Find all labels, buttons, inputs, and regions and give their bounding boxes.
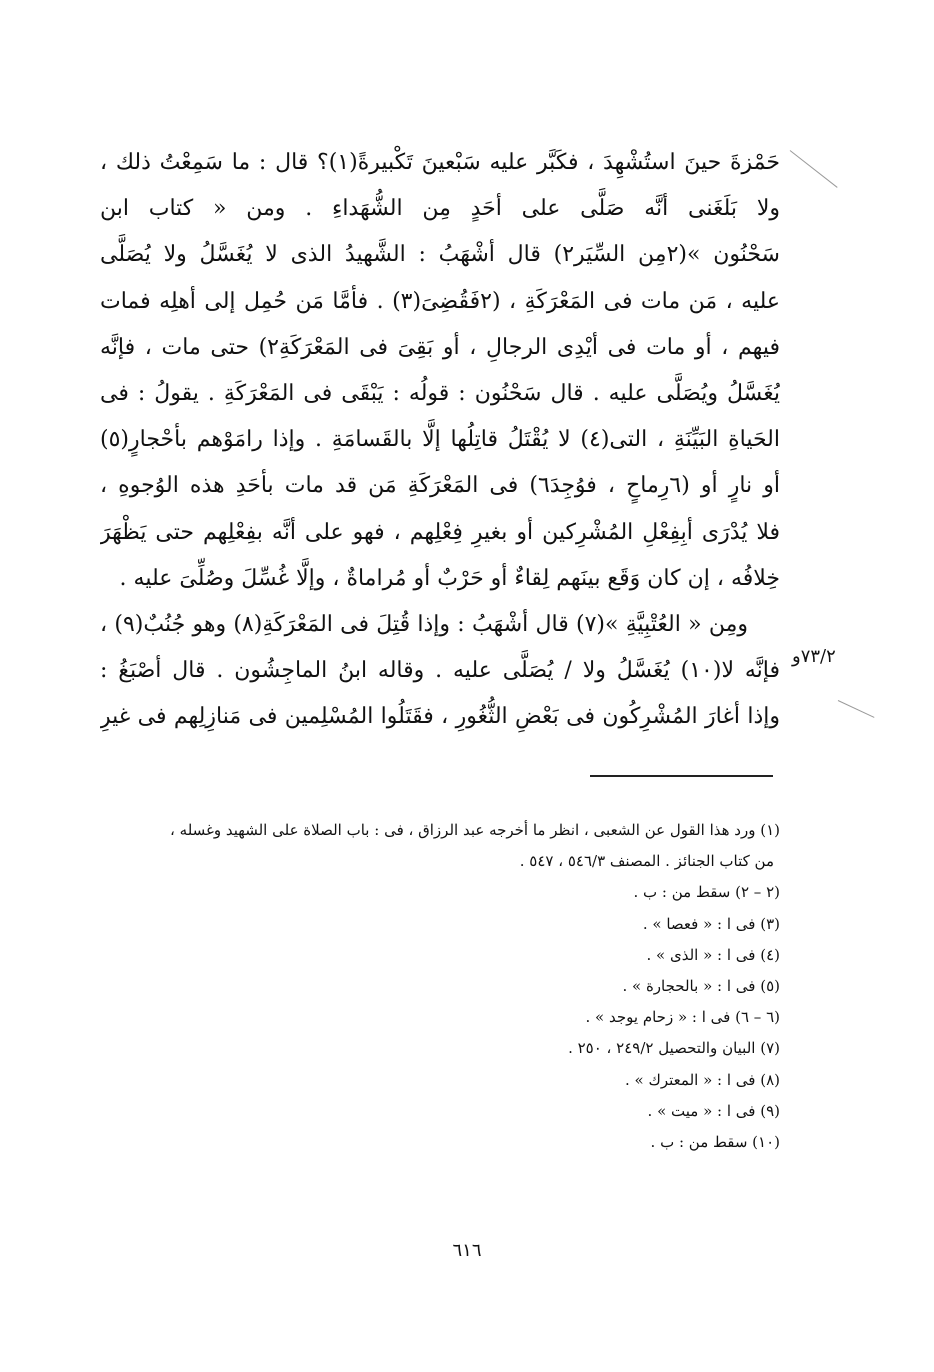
footnote-line: (١) ورد هذا القول عن الشعبى ، انظر ما أخرجه عبد الرزاق ، فى : باب الصلاة على الشهيد وغسله ،: [170, 821, 780, 839]
text-line: أو نارٍ أو (٦رِماحٍ ، فوُجِدَ٦) فى المَعْرَكَةِ مَن قد مات بأحَدِ هذه الوُجوهِ ،: [100, 473, 780, 499]
footnote-line: (٨) فى ا : « المعترك » .: [625, 1070, 780, 1089]
text-line: فيهم ، أو مات فى أيْدِى الرجالِ ، أو بَقِىَ فى المَعْرَكَةِ٢) حتى مات ، فإنَّه: [100, 334, 780, 360]
footnote-line: (٦ – ٦) فى ا : « زحام يوجد » .: [585, 1008, 780, 1027]
text-line: وإذا أغارَ المُشْرِكُون فى بَعْضِ الثُّغُورِ ، فقَتَلُوا المُسْلِمين فى مَنازِلِهم فى غيرِ: [100, 704, 780, 730]
main-text: [100, 140, 780, 740]
footnote-line: من كتاب الجنائز . المصنف ٥٤٦/٣ ، ٥٤٧ .: [519, 852, 774, 871]
text-line: حَمْزةَ حينَ استُشْهِدَ ، فكَبَّر عليه سَبْعينَ تَكْبيرةً(١)؟ قال : ما سَمِعْتُ ذلك ،: [100, 150, 780, 175]
text-line: ولا بَلَغَنى أنَّه صَلَّى على أحَدٍ مِن الشُّهَداءِ . ومن « كتاب ابن: [100, 196, 780, 222]
scan-artifact-line: [838, 700, 875, 718]
text-line: ومِن « العُتْبِيَّةِ »(٧) قال أشْهَبُ : وإذا قُتِلَ فى المَعْرَكَةِ(٨) وهو جُنُبٌ(٩) ،: [100, 611, 748, 637]
manuscript-folio-reference: ٧٣/٢و: [792, 646, 836, 667]
footnotes: [100, 815, 780, 1158]
text-line: خِلافُه ، إن كان وَقَع بينَهم لِقاءٌ أو حَرْبٌ أو مُراماةٌ ، وإلَّا غُسِّلَ وصُلِّىَ عليه .: [119, 565, 780, 591]
text-line: الحَياةِ البَيِّنَةِ ، التى(٤) لا يُقْتَلُ قاتِلُها إلَّا بالقَسامَةِ . وإذا رامَوْهم بأحْجارٍ(٥): [100, 427, 780, 453]
text-line: يُغَسَّلُ ويُصَلَّى عليه . قال سَحْنُون : قولُه : يَبْقَى فى المَعْرَكَةِ . يقولُ : فى: [100, 380, 780, 406]
footnote-line: (٧) البيان والتحصيل ٢٤٩/٢ ، ٢٥٠ .: [568, 1039, 780, 1058]
text-line: عليه ، مَن مات فى المَعْرَكَةِ ، (٢فَقُضِىَ(٣) . فأمَّا مَن حُمِل إلى أهلِه فمات: [100, 288, 780, 314]
footnote-line: (٩) فى ا : « ميت » .: [647, 1101, 780, 1120]
footnote-line: (٣) فى ا : « فعصا » .: [642, 914, 780, 933]
footnote-line: (٢ – ٢) سقط من : ب .: [633, 883, 780, 902]
page-number: ٦١٦: [452, 1240, 482, 1261]
scan-artifact-line: [790, 150, 838, 188]
footnote-line: (١٠) سقط من : ب .: [650, 1132, 780, 1151]
footnote-line: (٥) فى ا : « بالحجارة » .: [622, 976, 780, 995]
text-line: فلا يُدْرَى أبِفِعْلِ المُشْرِكين أو بغيرِ فِعْلِهم ، فهو على أنَّه بفِعْلِهم حتى يَظْهَرَ: [100, 519, 780, 545]
footnote-separator: [590, 775, 773, 777]
footnote-line: (٤) فى ا : « الذى » .: [646, 945, 780, 964]
text-line: سَحْنُون »(٢مِن السِّيَر٢) قال أشْهَبُ : الشَّهيدُ الذى لا يُغَسَّلُ ولا يُصَلَّى: [100, 242, 780, 268]
text-line: فإنَّه لا(١٠) يُغَسَّلُ ولا / يُصَلَّى عليه . وقاله ابنُ الماجِشُون . قال أصْبَغُ :: [100, 658, 780, 684]
